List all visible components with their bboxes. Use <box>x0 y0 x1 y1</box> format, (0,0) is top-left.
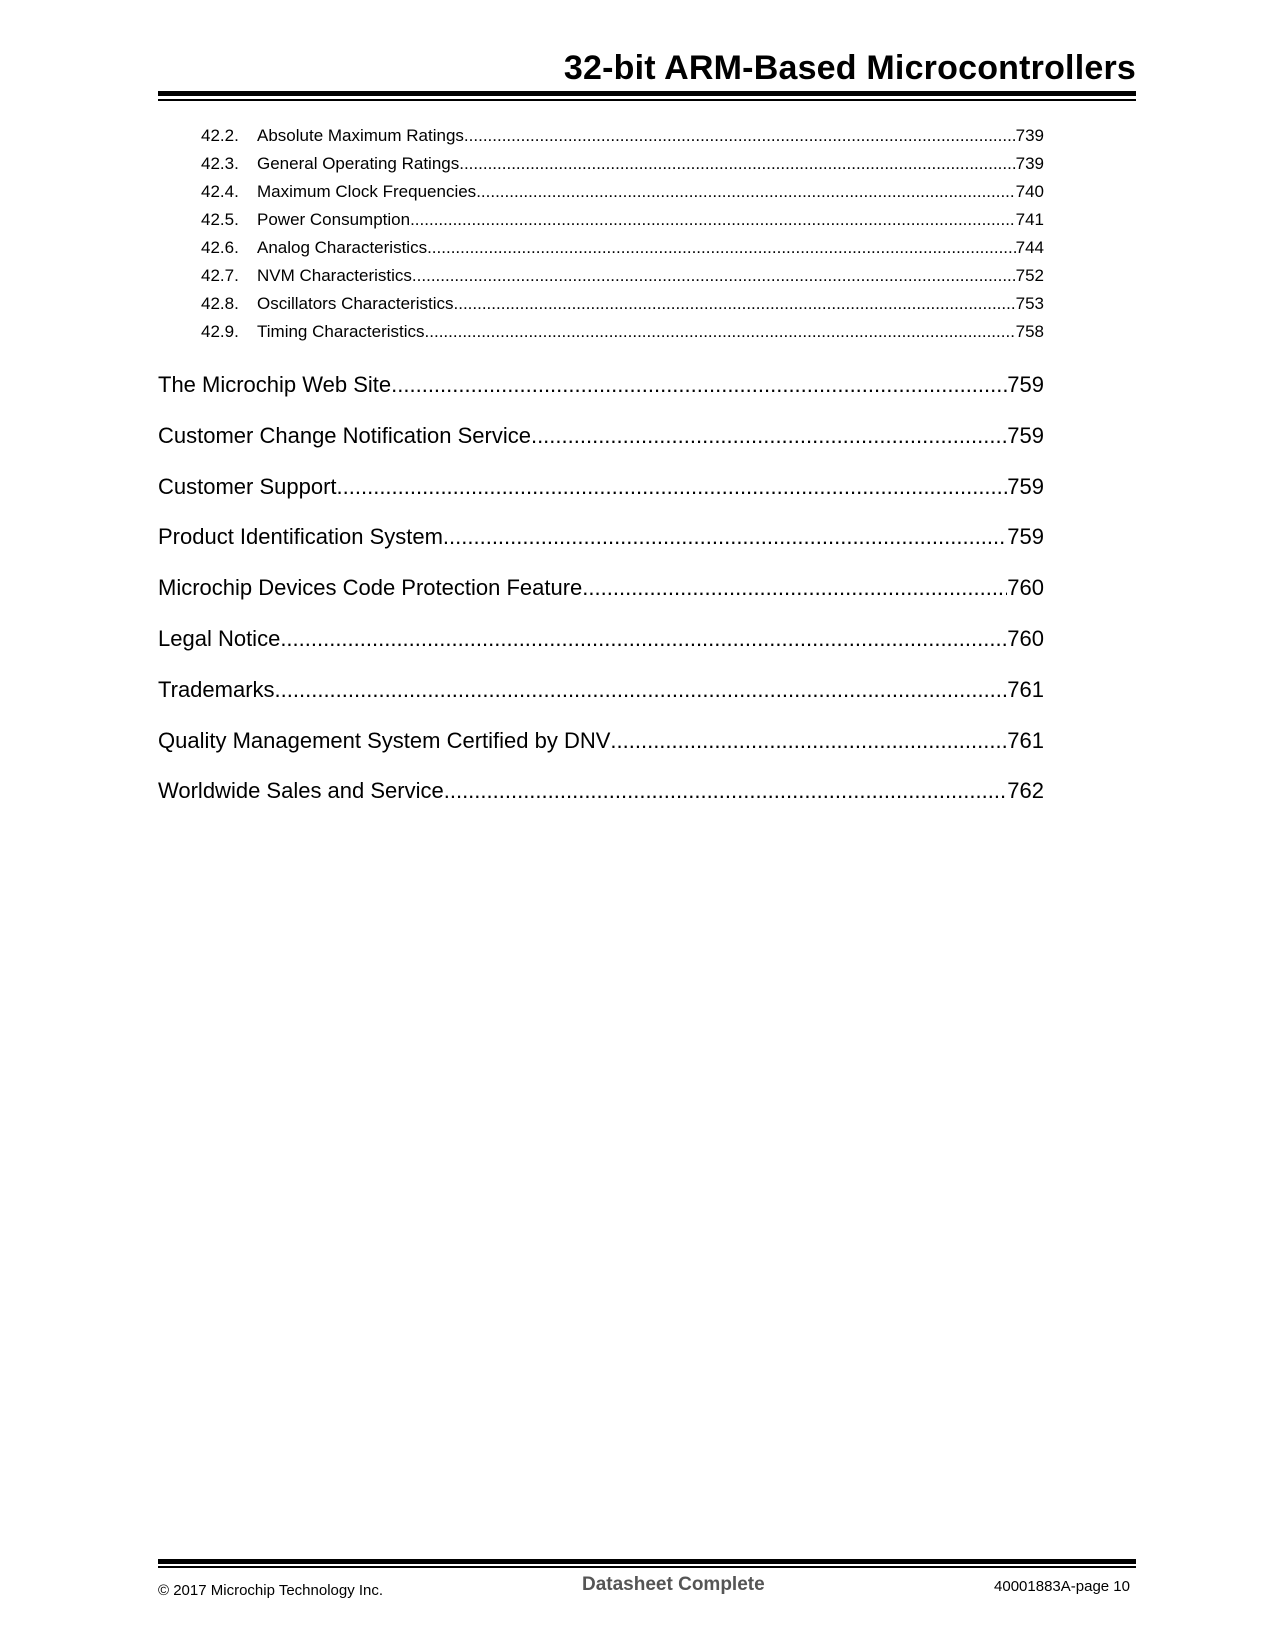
document-status: Datasheet Complete <box>582 1574 765 1595</box>
toc-dot-leader <box>454 290 1016 318</box>
toc-entry-title: Analog Characteristics <box>257 238 428 257</box>
toc-entry-page: 739 <box>1015 126 1044 145</box>
toc-dot-leader <box>425 318 1016 346</box>
toc-dot-leader <box>582 563 1007 614</box>
toc-section-title: Product Identification System <box>158 524 443 550</box>
toc-section-title: Microchip Devices Code Protection Feature <box>158 575 583 601</box>
toc-dot-leader <box>531 411 1007 462</box>
toc-entry-page: 753 <box>1015 294 1044 313</box>
toc-entry-title: Absolute Maximum Ratings <box>257 126 464 145</box>
toc-section-page: 761 <box>1007 727 1044 753</box>
toc-dot-leader <box>391 360 1007 411</box>
toc-section-entry[interactable] <box>158 360 1044 411</box>
toc-section-page: 759 <box>1007 422 1044 448</box>
toc-section-page: 759 <box>1007 473 1044 499</box>
toc-entry-number: 42.7. <box>201 266 239 285</box>
toc-section-page: 759 <box>1007 372 1044 397</box>
toc-entry[interactable] <box>158 290 1044 318</box>
page-number: 40001883A-page 10 <box>994 1578 1130 1595</box>
toc-entry-number: 42.2. <box>201 126 239 145</box>
toc-dot-leader <box>443 512 1007 563</box>
toc-section-entry[interactable] <box>158 411 1044 462</box>
toc-entry-number: 42.4. <box>201 182 239 201</box>
toc-entry-title: Timing Characteristics <box>257 322 425 341</box>
toc-section-entry[interactable] <box>158 665 1044 716</box>
toc-entry-title: NVM Characteristics <box>257 266 412 285</box>
toc-entry-page: 758 <box>1015 322 1044 341</box>
toc-subsection-list <box>158 122 1044 346</box>
toc-section-page: 759 <box>1007 524 1044 550</box>
toc-entry[interactable] <box>158 262 1044 290</box>
toc-dot-leader <box>464 122 1016 150</box>
toc-entry-number: 42.8. <box>201 294 239 313</box>
toc-entry[interactable] <box>158 122 1044 150</box>
toc-section-page: 761 <box>1007 676 1044 702</box>
page-header <box>158 48 1136 88</box>
toc-entry-title: General Operating Ratings <box>257 154 460 173</box>
toc-entry-number: 42.3. <box>201 154 239 173</box>
toc-dot-leader <box>412 262 1016 290</box>
toc-section-page: 760 <box>1007 575 1044 601</box>
footer-rule-thin <box>158 1566 1136 1568</box>
header-rule-thin <box>158 99 1136 101</box>
toc-entry-number: 42.5. <box>201 210 239 229</box>
toc-section-title: Quality Management System Certified by DNV <box>158 727 611 753</box>
toc-dot-leader <box>337 462 1008 513</box>
toc-entry[interactable] <box>158 150 1044 178</box>
toc-entry-title: Power Consumption <box>257 210 411 229</box>
toc-dot-leader <box>444 766 1008 817</box>
toc-section-entry[interactable] <box>158 716 1044 767</box>
toc-entry-title: Oscillators Characteristics <box>257 294 454 313</box>
toc-entry-page: 740 <box>1015 182 1044 201</box>
toc-dot-leader <box>476 178 1015 206</box>
header-rule-thick <box>158 91 1136 96</box>
toc-section-entry[interactable] <box>158 563 1044 614</box>
toc-dot-leader <box>427 234 1016 262</box>
page-footer <box>158 1572 1136 1602</box>
toc-entry[interactable] <box>158 178 1044 206</box>
table-of-contents <box>158 122 1044 817</box>
toc-entry-page: 741 <box>1015 210 1044 229</box>
toc-dot-leader <box>275 665 1008 716</box>
toc-section-page: 762 <box>1007 778 1044 804</box>
toc-entry-number: 42.6. <box>201 238 239 257</box>
toc-section-page: 760 <box>1007 625 1044 651</box>
toc-section-title: Worldwide Sales and Service <box>158 778 444 804</box>
toc-entry-page: 752 <box>1015 266 1044 285</box>
toc-section-entry[interactable] <box>158 462 1044 513</box>
footer-rule-thick <box>158 1559 1136 1564</box>
toc-entry[interactable] <box>158 234 1044 262</box>
page-title: 32-bit ARM-Based Microcontrollers <box>563 49 1136 87</box>
toc-dot-leader <box>610 716 1007 767</box>
toc-entry[interactable] <box>158 206 1044 234</box>
toc-dot-leader <box>280 614 1007 665</box>
toc-entry-number: 42.9. <box>201 322 239 341</box>
toc-entry-title: Maximum Clock Frequencies <box>257 182 477 201</box>
toc-section-title: Customer Support <box>158 473 337 499</box>
toc-entry[interactable] <box>158 318 1044 346</box>
toc-dot-leader <box>410 206 1016 234</box>
toc-section-list <box>158 360 1044 817</box>
toc-section-title: Customer Change Notification Service <box>158 422 531 448</box>
toc-section-title: The Microchip Web Site <box>158 372 392 397</box>
toc-entry-page: 744 <box>1015 238 1044 257</box>
copyright-notice: © 2017 Microchip Technology Inc. <box>158 1582 384 1599</box>
toc-section-title: Trademarks <box>158 676 275 702</box>
toc-section-title: Legal Notice <box>158 625 281 651</box>
toc-section-entry[interactable] <box>158 614 1044 665</box>
toc-section-entry[interactable] <box>158 766 1044 817</box>
toc-section-entry[interactable] <box>158 512 1044 563</box>
toc-entry-page: 739 <box>1015 154 1044 173</box>
toc-dot-leader <box>459 150 1015 178</box>
